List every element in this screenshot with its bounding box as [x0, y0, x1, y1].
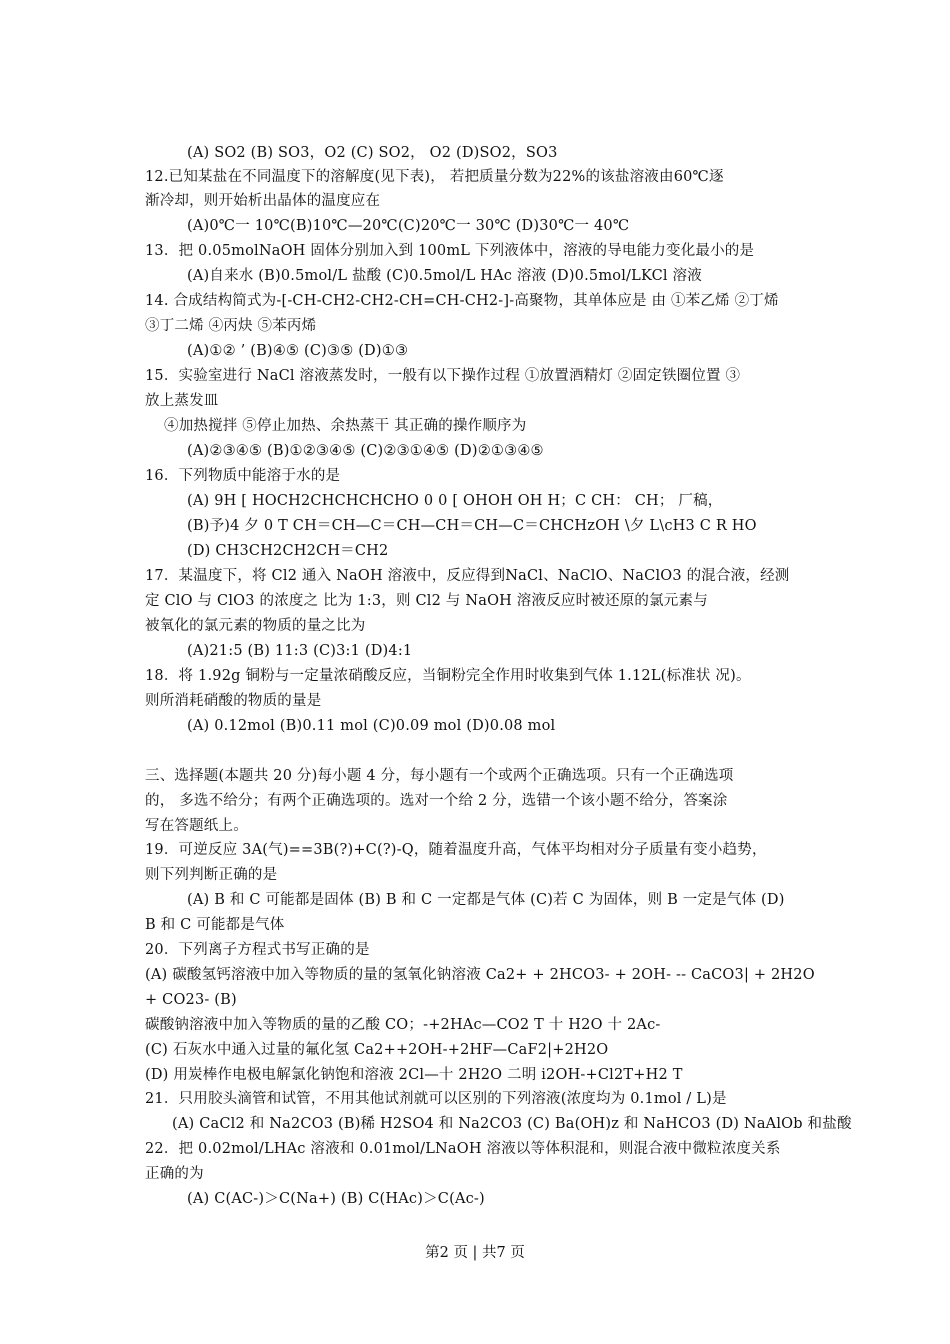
q19-text-cont: 则下列判断正确的是 — [145, 867, 278, 883]
q17-text-cont: 定 ClO 与 ClO3 的浓度之 比为 1:3，则 Cl2 与 NaOH 溶液反应时被还原的氯元素与 — [145, 593, 708, 609]
q20-option-d: (D) 用炭棒作电极电解氯化钠饱和溶液 2Cl—十 2H2O 二明 i2OH-+Cl2T+H2 T — [145, 1067, 683, 1083]
q14-options: (A)①② ’ (B)④⑤ (C)③⑤ (D)①③ — [187, 343, 409, 359]
q19-text: 19．可逆反应 3A(气)==3B(?)+C(?)-Q，随着温度升高，气体平均相对分子质量有变小趋势， — [145, 842, 767, 858]
q20-option-a-cont: + CO23- (B) — [145, 992, 237, 1008]
q21-options: (A) CaCl2 和 Na2CO3 (B)稀 H2SO4 和 Na2CO3 (C) Ba(OH)z 和 NaHCO3 (D) NaAlOb 和盐酸 — [172, 1116, 852, 1132]
q17-options: (A)21:5 (B) 11:3 (C)3:1 (D)4:1 — [187, 643, 413, 659]
q13-text: 13．把 0.05molNaOH 固体分别加入到 100mL 下列液体中，溶液的导电能力变化最小的是 — [145, 243, 755, 259]
q12-text-cont: 渐冷却，则开始析出晶体的温度应在 — [145, 193, 381, 209]
q21-text: 21．只用胶头滴管和试管，不用其他试剂就可以区别的下列溶液(浓度均为 0.1mol / L)是 — [145, 1091, 727, 1107]
page-footer: 第2 页 | 共7 页 — [425, 1245, 525, 1261]
q20-option-b: 碳酸钠溶液中加入等物质的量的乙酸 CO；-+2HAc—CO2 T 十 H2O 十 2Ac- — [145, 1017, 661, 1033]
q12-options: (A)0℃一 10℃(B)10℃—20℃(C)20℃一 30℃ (D)30℃一 40℃ — [187, 218, 630, 234]
q14-text: 14. 合成结构简式为-[-CH-CH2-CH2-CH=CH-CH2-]-高聚物，其单体应是 由 ①苯乙烯 ②丁烯 — [145, 293, 779, 309]
section3-instructions: 的， 多选不给分；有两个正确选项的。选对一个给 2 分，选错一个该小题不给分，答案涂 — [145, 793, 728, 809]
q19-options-cont: B 和 C 可能都是气体 — [145, 917, 285, 933]
q15-options: (A)②③④⑤ (B)①②③④⑤ (C)②③①④⑤ (D)②①③④⑤ — [187, 443, 544, 459]
q22-options: (A) C(AC-)＞C(Na+) (B) C(HAc)＞C(Ac-) — [187, 1191, 485, 1207]
section3-heading: 三、选择题(本题共 20 分)每小题 4 分，每小题有一个或两个正确选项。只有一个正确选项 — [145, 768, 734, 784]
section3-instructions-cont: 写在答题纸上。 — [145, 818, 248, 834]
q20-option-a: (A) 碳酸氢钙溶液中加入等物质的量的氢氧化钠溶液 Ca2+ + 2HCO3- + 2OH- -- CaCO3| + 2H2O — [145, 967, 815, 983]
q11-options: (A) SO2 (B) SO3，O2 (C) SO2， O2 (D)SO2，SO3 — [187, 145, 558, 161]
q16-option-b: (B)予)4 夕 0 T CH＝CH—C＝CH—CH＝CH—C＝CHCHzOH \夕 L\cH3 C R HO — [187, 518, 757, 534]
q18-options: (A) 0.12mol (B)0.11 mol (C)0.09 mol (D)0.08 mol — [187, 718, 556, 734]
q15-text: 15．实验室进行 NaCl 溶液蒸发时，一般有以下操作过程 ①放置酒精灯 ②固定铁圈位置 ③ — [145, 368, 741, 384]
q16-option-d: (D) CH3CH2CH2CH＝CH2 — [187, 543, 389, 559]
q20-option-c: (C) 石灰水中通入过量的氟化氢 Ca2++2OH-+2HF—CaF2|+2H2O — [145, 1042, 609, 1058]
q22-text: 22．把 0.02mol/LHAc 溶液和 0.01mol/LNaOH 溶液以等体积混和，则混合液中微粒浓度关系 — [145, 1141, 781, 1157]
q12-text: 12.已知某盐在不同温度下的溶解度(见下表)， 若把质量分数为22%的该盐溶液由60℃逐 — [145, 169, 724, 185]
q16-option-a: (A) 9H [ HOCH2CHCHCHCHO 0 0 [ OHOH OH H；C CH： CH； 厂稿， — [187, 493, 723, 509]
q14-text-cont: ③丁二烯 ④丙炔 ⑤苯丙烯 — [145, 318, 317, 334]
q18-text: 18．将 1.92g 铜粉与一定量浓硝酸反应，当铜粉完全作用时收集到气体 1.12L(标准状 况)。 — [145, 668, 751, 684]
q13-options: (A)自来水 (B)0.5mol/L 盐酸 (C)0.5mol/L HAc 溶液 (D)0.5mol/LKCl 溶液 — [187, 268, 702, 284]
q22-text-cont: 正确的为 — [145, 1166, 204, 1182]
q15-text-cont: 放上蒸发皿 — [145, 393, 219, 409]
q16-text: 16．下列物质中能溶于水的是 — [145, 468, 341, 484]
q17-text: 17．某温度下，将 Cl2 通入 NaOH 溶液中，反应得到NaCl、NaClO、NaClO3 的混合液，经测 — [145, 568, 790, 584]
q18-text-cont: 则所消耗硝酸的物质的量是 — [145, 693, 322, 709]
q20-text: 20．下列离子方程式书写正确的是 — [145, 942, 370, 958]
q15-text-cont2: ④加热搅拌 ⑤停止加热、余热蒸干 其正确的操作顺序为 — [164, 418, 527, 434]
q17-text-cont2: 被氧化的氯元素的物质的量之比为 — [145, 618, 366, 634]
q19-options: (A) B 和 C 可能都是固体 (B) B 和 C 一定都是气体 (C)若 C 为固体，则 B 一定是气体 (D) — [187, 892, 785, 908]
